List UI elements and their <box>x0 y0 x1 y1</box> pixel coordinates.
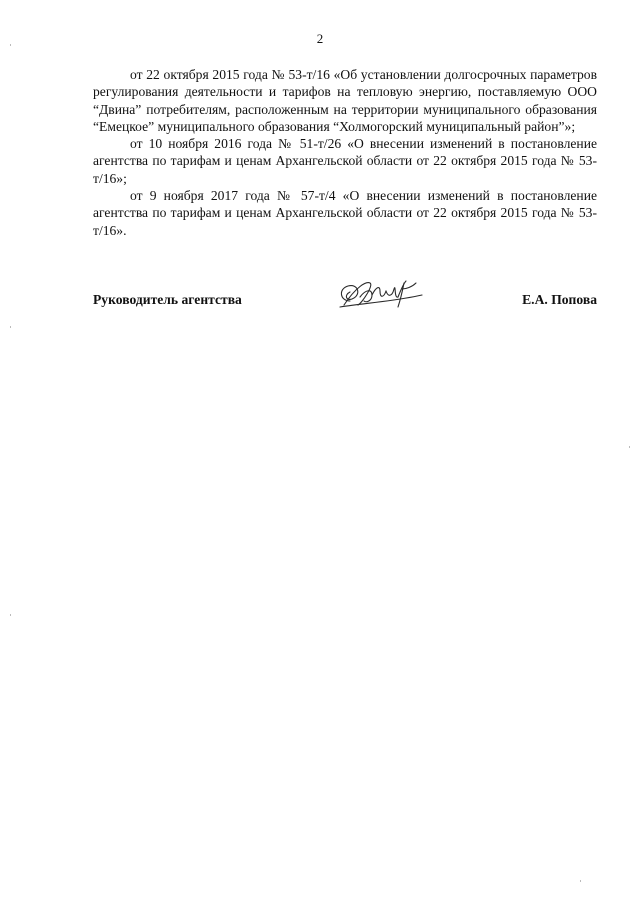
paragraph-decree-2016: от 10 ноября 2016 года № 51-т/26 «О внесении изменений в постановление агентства по тарифам и ценам Архангельской области от 22 октября 2015 года № 53-т/16»; <box>93 136 597 186</box>
scan-mark <box>580 880 581 882</box>
scan-mark <box>10 614 11 616</box>
scan-mark <box>629 446 630 448</box>
handwritten-signature <box>336 277 426 311</box>
signature-block <box>93 283 597 317</box>
paragraph-decree-2015: от 22 октября 2015 года № 53-т/16 «Об установлении долгосрочных параметров регулирования деятельности и тарифов на тепловую энергию, поставляемую ООО “Двина” потребителям, расположенным на территории муниципального образования “Емецкое” муниципального образования “Холмогорский муниципальный район”»; <box>93 67 597 134</box>
signatory-position: Руководитель агентства <box>93 292 242 307</box>
page-number: 2 <box>316 31 324 46</box>
scan-mark <box>10 326 11 328</box>
document-body <box>93 66 597 239</box>
paragraph-decree-2017: от 9 ноября 2017 года № 57-т/4 «О внесении изменений в постановление агентства по тарифам и ценам Архангельской области от 22 октября 2015 года № 53-т/16». <box>93 188 597 238</box>
scan-mark <box>10 44 11 46</box>
signatory-name: Е.А. Попова <box>522 292 597 307</box>
